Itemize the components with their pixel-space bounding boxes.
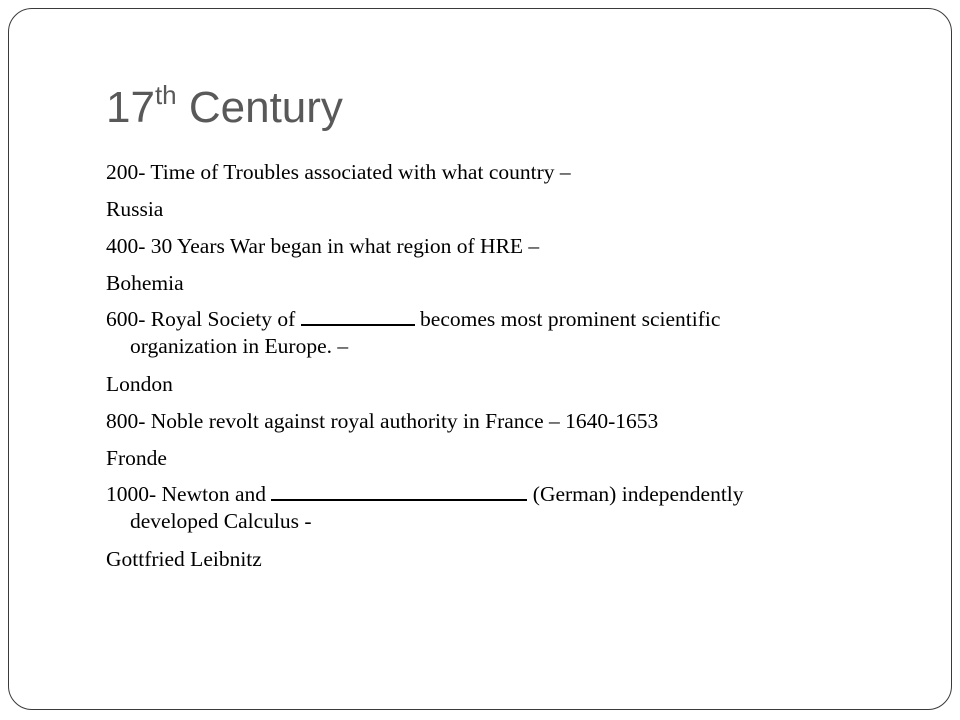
answer-200: Russia: [106, 197, 164, 221]
question-1000: [106, 477, 906, 541]
answer-600: London: [106, 372, 173, 396]
question-600-start: 600- Royal Society of: [106, 307, 301, 331]
title-ordinal-suffix: th: [154, 80, 177, 110]
question-1000-continuation: developed Calculus -: [130, 509, 312, 533]
question-600-end: becomes most prominent scientific: [414, 307, 721, 331]
answer-1000: Gottfried Leibnitz: [106, 547, 262, 571]
answer-800: Fronde: [106, 446, 167, 470]
question-800: 800- Noble revolt against royal authority in France – 1640-1653: [106, 409, 659, 433]
title-number: 17: [106, 83, 155, 132]
title-word: Century: [176, 83, 343, 132]
answer-400: Bohemia: [106, 271, 184, 295]
question-1000-end: (German) independently: [527, 482, 744, 506]
question-400: 400- 30 Years War began in what region of HRE –: [106, 234, 540, 258]
fill-in-blank: [271, 483, 527, 501]
question-1000-start: 1000- Newton and: [106, 482, 272, 506]
fill-in-blank: [301, 308, 415, 326]
question-600: [106, 302, 906, 366]
question-200: 200- Time of Troubles associated with what country –: [106, 160, 571, 184]
slide-title: [106, 82, 343, 135]
question-600-continuation: organization in Europe. –: [130, 334, 349, 358]
slide-body: [106, 154, 906, 578]
